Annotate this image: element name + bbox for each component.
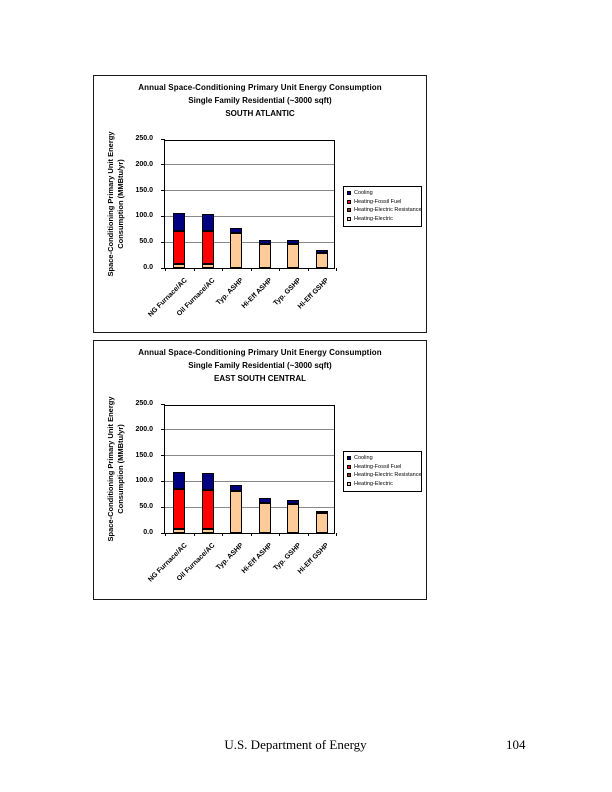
- y-axis-tick: [161, 507, 165, 508]
- x-category-label: Typ. ASHP: [215, 277, 246, 307]
- x-axis-tick: [251, 533, 252, 536]
- x-axis-tick: [336, 268, 337, 271]
- chart-title: Annual Space-Conditioning Primary Unit Energy Consumption: [138, 83, 382, 92]
- chart-title: Annual Space-Conditioning Primary Unit Energy Consumption: [138, 348, 382, 357]
- bar-segment-heating-electric: [173, 264, 185, 268]
- x-axis-tick: [336, 533, 337, 536]
- x-axis-tick: [222, 268, 223, 271]
- x-category-label: Typ. GSHP: [272, 277, 303, 308]
- bar-segment-cooling: [259, 240, 271, 244]
- legend: [343, 186, 422, 227]
- y-axis-tick: [161, 216, 165, 217]
- bar-segment-cooling: [230, 228, 242, 234]
- y-axis-tick: [161, 190, 165, 191]
- chart-subtitle: Single Family Residential (~3000 sqft): [188, 96, 332, 105]
- bar-segment-heating-electric: [316, 513, 328, 533]
- y-tick-label: 200.0: [135, 425, 153, 433]
- gridline: [165, 455, 334, 456]
- bar-segment-heating-electric: [316, 253, 328, 268]
- page-number: 104: [506, 737, 526, 752]
- y-tick-label: 100.0: [135, 212, 153, 220]
- y-tick-label: 0.0: [143, 264, 153, 271]
- legend-item: [347, 481, 418, 487]
- legend-item: [347, 455, 418, 461]
- bar-segment-cooling: [316, 511, 328, 514]
- gridline: [165, 242, 334, 243]
- bar-segment-cooling: [173, 213, 185, 231]
- bar-segment-heating-electric: [259, 503, 271, 533]
- y-axis-tick: [161, 268, 165, 269]
- gridline: [165, 429, 334, 430]
- bar-segment-heating-fossil-fuel: [173, 231, 185, 264]
- bar-segment-heating-fossil-fuel: [202, 490, 214, 529]
- x-category-label: Hi-Eff ASHP: [240, 277, 274, 311]
- legend-label: Cooling: [354, 455, 373, 461]
- bar-segment-heating-electric: [202, 264, 214, 268]
- x-category-label: NG Furnace/AC: [146, 542, 189, 584]
- bar-segment-cooling: [173, 472, 185, 489]
- bar-segment-cooling: [202, 473, 214, 490]
- bar-segment-heating-electric: [230, 233, 242, 268]
- x-category-label: Typ. GSHP: [272, 542, 303, 573]
- legend-item: [347, 199, 418, 205]
- legend-swatch-icon: [347, 217, 351, 221]
- gridline: [165, 190, 334, 191]
- legend-swatch-icon: [347, 482, 351, 486]
- legend-label: Cooling: [354, 190, 373, 196]
- x-category-label: Hi-Eff GSHP: [297, 277, 331, 311]
- legend-label: Heating-Electric Resistance: [354, 207, 422, 213]
- bar-segment-cooling: [259, 498, 271, 503]
- y-tick-label: 250.0: [135, 400, 153, 407]
- x-category-label: NG Furnace/AC: [146, 277, 189, 319]
- y-axis-tick: [161, 481, 165, 482]
- legend-item: [347, 472, 422, 478]
- y-tick-label: 100.0: [135, 477, 153, 485]
- legend-label: Heating-Electric: [354, 215, 393, 222]
- x-category-label: Typ. ASHP: [215, 542, 246, 572]
- legend-item: [347, 216, 418, 222]
- legend-label: Heating-Electric: [354, 480, 393, 487]
- legend-swatch-icon: [347, 200, 351, 204]
- bar-segment-heating-fossil-fuel: [202, 231, 214, 264]
- bar-segment-cooling: [230, 485, 242, 491]
- gridline: [165, 481, 334, 482]
- x-axis-tick: [222, 533, 223, 536]
- legend-swatch-icon: [347, 473, 351, 477]
- x-axis-tick: [194, 533, 195, 536]
- y-tick-label: 50.0: [139, 503, 153, 511]
- y-tick-label: 150.0: [135, 186, 153, 194]
- gridline: [165, 507, 334, 508]
- chart-region-title: SOUTH ATLANTIC: [225, 109, 295, 118]
- legend-item: [347, 190, 418, 196]
- y-tick-label: 0.0: [143, 529, 153, 536]
- y-axis-tick: [161, 429, 165, 430]
- y-axis-tick: [161, 242, 165, 243]
- y-axis-tick: [161, 139, 165, 140]
- chart-east-south-central: [93, 340, 427, 600]
- legend-label: Heating-Fossil Fuel: [354, 198, 402, 205]
- y-tick-label: 150.0: [135, 451, 153, 459]
- legend-swatch-icon: [347, 465, 351, 469]
- legend: [343, 451, 422, 492]
- legend-swatch-icon: [347, 456, 351, 460]
- bar-segment-heating-electric: [202, 529, 214, 533]
- gridline: [165, 216, 334, 217]
- y-axis-tick: [161, 533, 165, 534]
- y-tick-label: 50.0: [139, 238, 153, 246]
- chart-south-atlantic: [93, 75, 427, 333]
- bar-segment-cooling: [287, 240, 299, 244]
- legend-swatch-icon: [347, 208, 351, 212]
- x-category-label: Oil Furnace/AC: [175, 542, 217, 583]
- bar-segment-heating-electric: [287, 504, 299, 533]
- y-axis-tick: [161, 164, 165, 165]
- bar-segment-cooling: [316, 250, 328, 253]
- chart-subtitle: Single Family Residential (~3000 sqft): [188, 361, 332, 370]
- legend-label: Heating-Fossil Fuel: [354, 463, 402, 470]
- bar-segment-cooling: [287, 500, 299, 504]
- y-axis-title: Space-Conditioning Primary Unit Energy Consumption (MMBtu/yr): [106, 396, 125, 542]
- x-category-label: Oil Furnace/AC: [175, 277, 217, 318]
- bar-segment-heating-electric: [173, 529, 185, 533]
- legend-swatch-icon: [347, 191, 351, 195]
- x-category-label: Hi-Eff ASHP: [240, 542, 274, 576]
- gridline: [165, 164, 334, 165]
- x-axis-tick: [308, 533, 309, 536]
- x-axis-tick: [165, 533, 166, 536]
- y-axis-tick: [161, 404, 165, 405]
- bar-segment-cooling: [202, 214, 214, 231]
- bar-segment-heating-fossil-fuel: [173, 489, 185, 529]
- x-axis-tick: [279, 268, 280, 271]
- bar-segment-heating-electric: [259, 244, 271, 268]
- x-axis-tick: [308, 268, 309, 271]
- footer-text: U.S. Department of Energy: [224, 737, 367, 752]
- chart-region-title: EAST SOUTH CENTRAL: [214, 374, 306, 383]
- y-axis-tick: [161, 455, 165, 456]
- x-axis-tick: [165, 268, 166, 271]
- y-axis-title: Space-Conditioning Primary Unit Energy Consumption (MMBtu/yr): [106, 131, 125, 277]
- legend-item: [347, 207, 422, 213]
- y-tick-label: 200.0: [135, 160, 153, 168]
- y-tick-label: 250.0: [135, 135, 153, 142]
- bar-segment-heating-electric: [230, 491, 242, 533]
- x-category-label: Hi-Eff GSHP: [297, 542, 331, 576]
- x-axis-tick: [279, 533, 280, 536]
- legend-item: [347, 464, 418, 470]
- x-axis-tick: [251, 268, 252, 271]
- legend-label: Heating-Electric Resistance: [354, 472, 422, 478]
- bar-segment-heating-electric: [287, 244, 299, 268]
- x-axis-tick: [194, 268, 195, 271]
